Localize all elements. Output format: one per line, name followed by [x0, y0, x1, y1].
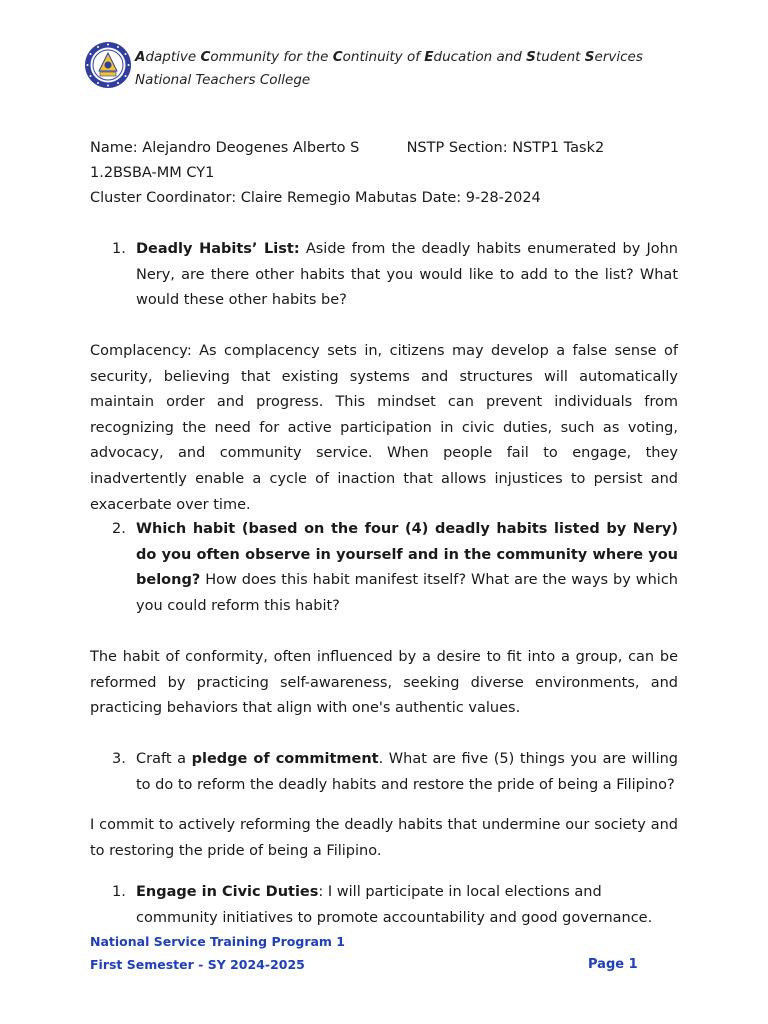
org-initial: C — [200, 49, 211, 65]
org-initial: A — [135, 49, 146, 65]
nstp-section: NSTP Section: NSTP1 Task2 — [406, 140, 605, 156]
pledge-text — [136, 880, 678, 931]
question-number: 3. — [112, 751, 126, 767]
pledge-number: 1. — [112, 884, 126, 900]
organization-name — [135, 46, 643, 69]
org-word: ommunity for the — [210, 49, 333, 65]
answer-2: The habit of conformity, often influenced by a desire to fit into a group, can be reformed by practicing self-awareness, seeking diverse environments, and practicing behaviors that align with one's authentic values. — [90, 649, 678, 717]
org-word: ontinuity of — [342, 49, 425, 65]
question-text — [136, 517, 678, 619]
question-heading: Which habit (based on the four (4) deadly habits listed by Nery) do you often observe in yourself and in the community where you belong? — [136, 521, 678, 589]
question-lead: Craft a — [136, 751, 192, 767]
question-heading: pledge of commitment — [191, 751, 379, 767]
question-body: How does this habit manifest itself? What are the ways by which you could reform this habit? — [136, 572, 678, 614]
org-initial: S — [526, 49, 536, 65]
name-section-row — [90, 136, 690, 161]
footer-semester: First Semester - SY 2024-2025 — [90, 957, 305, 972]
question-number: 2. — [112, 521, 126, 537]
pledge-heading: Engage in Civic Duties — [136, 884, 319, 900]
org-initial: E — [424, 49, 434, 65]
document-header — [84, 41, 644, 91]
question-heading: Deadly Habits’ List: — [136, 241, 300, 257]
pledge-body: : I will participate in local elections and community initiatives to promote accountability and good governance. — [136, 884, 653, 926]
question-body: Aside from the deadly habits enumerated by John Nery, are there other habits that you would like to add to the list? What would these other habits be? — [136, 241, 678, 309]
header-text — [135, 46, 643, 92]
answer-3-intro: I commit to actively reforming the deadly habits that undermine our society and to restoring the pride of being a Filipino. — [90, 817, 678, 859]
footer-program: National Service Training Program 1 — [90, 934, 345, 949]
student-name: Name: Alejandro Deogenes Alberto S — [90, 140, 360, 156]
org-word: ervices — [594, 49, 643, 65]
org-initial: C — [332, 49, 343, 65]
org-word: daptive — [145, 49, 201, 65]
org-word: tudent — [535, 49, 585, 65]
college-seal-icon — [84, 41, 132, 89]
student-info — [90, 136, 690, 211]
answer-1: Complacency: As complacency sets in, citizens may develop a false sense of security, believing that existing systems and structures will automatically maintain order and progress. This mindset can prevent individuals from recognizing the need for active participation in civic duties, such as voting, advocacy, and community service. When people fail to engage, they inadvertently enable a cycle of inaction that allows injustices to persist and exacerbate over time. — [90, 343, 678, 513]
org-initial: S — [584, 49, 595, 65]
org-word: ducation and — [433, 49, 527, 65]
question-1 — [112, 237, 678, 314]
question-number: 1. — [112, 241, 126, 257]
program-code: 1.2BSBA-MM CY1 — [90, 165, 215, 181]
question-3 — [112, 747, 678, 798]
question-body: . What are five (5) things you are willing to do to reform the deadly habits and restore the pride of being a Filipino? — [136, 751, 678, 793]
pledge-item-1 — [112, 880, 678, 931]
question-text — [136, 237, 678, 314]
college-name: National Teachers College — [135, 72, 311, 88]
coordinator-date: Cluster Coordinator: Claire Remegio Mabutas Date: 9-28-2024 — [90, 190, 541, 206]
page-number: Page 1 — [588, 957, 638, 972]
question-2 — [112, 517, 678, 619]
question-text — [136, 747, 678, 798]
